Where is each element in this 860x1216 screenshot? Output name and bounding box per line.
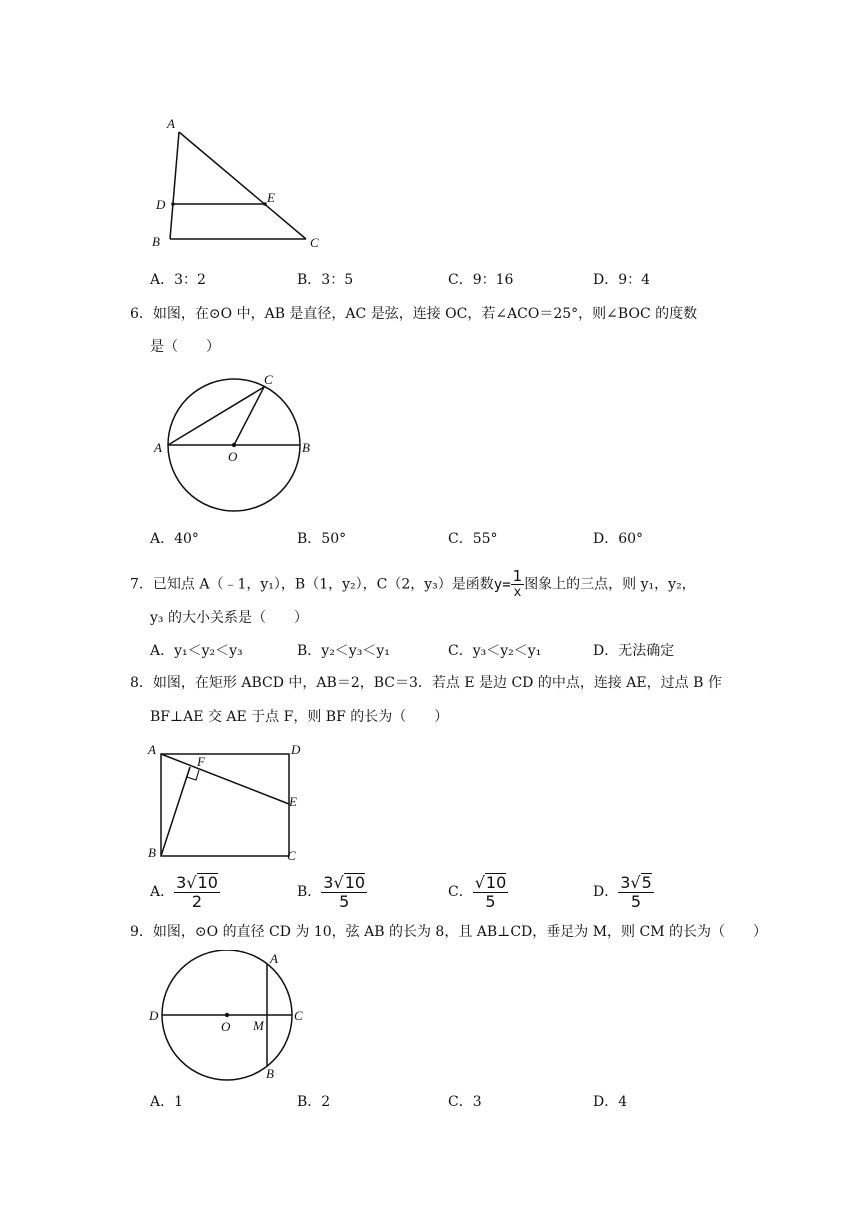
q6-label-c: C bbox=[264, 372, 273, 387]
q7-text-before: 已知点 A（﹣1，y₁），B（1，y₂），C（2，y₃）是函数 bbox=[152, 576, 494, 593]
q9-label-b: B bbox=[266, 1066, 274, 1081]
q5-label-d: D bbox=[156, 197, 166, 212]
q9-circle-figure bbox=[145, 950, 315, 1085]
q5-triangle-figure bbox=[140, 110, 340, 255]
q7-function-fraction: $\frac{1}{x}$ bbox=[512, 567, 523, 600]
q6-label-b: B bbox=[302, 440, 310, 455]
q8-option-d-letter: D． bbox=[593, 884, 619, 900]
q8-option-c[interactable] bbox=[448, 873, 508, 911]
q9-option-c[interactable]: C．3 bbox=[448, 1094, 482, 1110]
q7-function: y= $\frac{1}{x}$ bbox=[493, 567, 523, 600]
q8-option-a-fraction: $\frac{3√10}{2}$ bbox=[176, 873, 218, 911]
q5-option-d[interactable]: D．9：4 bbox=[593, 272, 651, 288]
q5-label-a: A bbox=[167, 116, 175, 131]
q8-option-b-fraction: $\frac{3√10}{5}$ bbox=[323, 873, 366, 911]
q8-option-b-letter: B． bbox=[297, 884, 322, 900]
q7-question-line1 bbox=[130, 568, 696, 601]
q7-question-line2 bbox=[150, 608, 308, 628]
q6-label-a: A bbox=[154, 440, 162, 455]
q8-label-f: F bbox=[197, 754, 205, 769]
q8-option-c-fraction: $\frac{√10}{5}$ bbox=[474, 873, 507, 911]
q7-text-after: 图象上的三点，则 y₁，y₂， bbox=[524, 576, 696, 593]
q6-question-line2 bbox=[150, 337, 220, 357]
q8-question-line2 bbox=[150, 707, 448, 727]
q7-option-c[interactable]: C．y₃＜y₂＜y₁ bbox=[448, 643, 542, 659]
q5-label-b: B bbox=[152, 234, 160, 249]
q7-option-a[interactable]: A．y₁＜y₂＜y₃ bbox=[150, 643, 243, 659]
q8-option-a[interactable] bbox=[150, 873, 220, 911]
q7-option-d[interactable]: D．无法确定 bbox=[593, 643, 675, 659]
q9-label-d: D bbox=[149, 1008, 159, 1023]
q9-label-c: C bbox=[294, 1008, 303, 1023]
q8-question-line1 bbox=[130, 673, 722, 693]
q5-label-c: C bbox=[310, 235, 319, 250]
q8-number: 8． bbox=[130, 675, 153, 691]
q8-label-c: C bbox=[287, 848, 296, 863]
q9-question-line bbox=[130, 922, 767, 942]
q9-label-m: M bbox=[253, 1018, 264, 1033]
q8-label-e: E bbox=[289, 794, 297, 809]
q7-number: 7． bbox=[130, 576, 153, 593]
q6-circle-figure bbox=[148, 370, 323, 515]
q8-label-a: A bbox=[148, 742, 156, 757]
q8-label-d: D bbox=[291, 742, 301, 757]
q9-option-b[interactable]: B．2 bbox=[297, 1094, 331, 1110]
q8-label-b: B bbox=[148, 845, 156, 860]
q5-option-b[interactable]: B．3：5 bbox=[297, 272, 354, 288]
q5-option-c[interactable]: C．9：16 bbox=[448, 272, 514, 288]
q8-option-c-letter: C． bbox=[448, 884, 473, 900]
q9-option-a[interactable]: A．1 bbox=[150, 1094, 184, 1110]
q5-label-e: E bbox=[267, 190, 275, 205]
q6-option-a[interactable]: A．40° bbox=[150, 531, 199, 547]
q8-rectangle-figure bbox=[145, 740, 315, 865]
q5-option-a[interactable]: A．3：2 bbox=[150, 272, 206, 288]
q9-label-a: A bbox=[270, 951, 278, 966]
q9-option-d[interactable]: D．4 bbox=[593, 1094, 628, 1110]
q6-option-c[interactable]: C．55° bbox=[448, 531, 498, 547]
q8-option-b[interactable] bbox=[297, 873, 367, 911]
q9-text: 9．如图，⊙O 的直径 CD 为 10，弦 AB 的长为 8，且 AB⊥CD，垂足为 M，则 CM 的长为（ ） bbox=[130, 924, 768, 940]
q6-text-line2: 是（ ） bbox=[150, 339, 220, 355]
q8-option-d[interactable] bbox=[593, 873, 654, 911]
q8-option-a-letter: A． bbox=[150, 884, 175, 900]
q6-option-d[interactable]: D．60° bbox=[593, 531, 644, 547]
q6-number: 6． bbox=[130, 306, 153, 322]
q9-label-o: O bbox=[221, 1019, 231, 1034]
q6-text-line1: 如图，在⊙O 中，AB 是直径，AC 是弦，连接 OC，若∠ACO＝25°，则∠BOC 的度数 bbox=[152, 306, 698, 322]
q8-text-line2: BF⊥AE 交 AE 于点 F，则 BF 的长为（ ） bbox=[150, 709, 449, 725]
q8-option-d-fraction: $\frac{3√5}{5}$ bbox=[620, 873, 652, 911]
q7-text-line2: y₃ 的大小关系是（ ） bbox=[150, 610, 308, 626]
q8-text-line1: 如图，在矩形 ABCD 中，AB＝2，BC＝3．若点 E 是边 CD 的中点，连接 AE，过点 B 作 bbox=[152, 675, 722, 691]
q7-option-b[interactable]: B．y₂＜y₃＜y₁ bbox=[297, 643, 390, 659]
q6-label-o: O bbox=[228, 449, 238, 464]
q6-question-line1 bbox=[130, 304, 697, 324]
q6-option-b[interactable]: B．50° bbox=[297, 531, 347, 547]
